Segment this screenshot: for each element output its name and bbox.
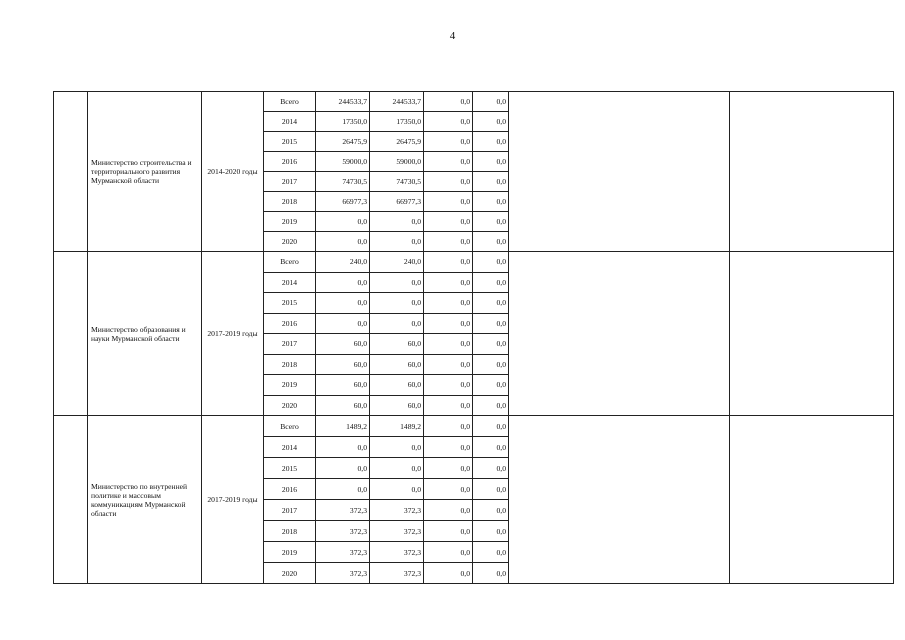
year-cell: Всего <box>264 416 316 437</box>
other-sources-cell: 0,0 <box>473 458 509 479</box>
total-funding-cell: 244533,7 <box>316 92 370 112</box>
year-cell: 2019 <box>264 212 316 232</box>
federal-budget-cell: 0,0 <box>424 152 473 172</box>
period-cell <box>202 416 264 584</box>
other-sources-cell: 0,0 <box>473 152 509 172</box>
total-funding-cell: 60,0 <box>316 334 370 355</box>
federal-budget-cell: 0,0 <box>424 272 473 293</box>
other-sources-cell: 0,0 <box>473 192 509 212</box>
year-cell: 2016 <box>264 313 316 334</box>
regional-budget-cell: 0,0 <box>370 212 424 232</box>
row-number-cell <box>54 416 88 584</box>
other-sources-cell: 0,0 <box>473 375 509 396</box>
year-cell: 2017 <box>264 334 316 355</box>
regional-budget-cell: 244533,7 <box>370 92 424 112</box>
regional-budget-cell: 60,0 <box>370 395 424 416</box>
notes-cell <box>509 92 730 252</box>
year-cell: 2017 <box>264 500 316 521</box>
other-sources-cell: 0,0 <box>473 416 509 437</box>
federal-budget-cell: 0,0 <box>424 500 473 521</box>
period-cell <box>202 92 264 252</box>
regional-budget-cell: 60,0 <box>370 354 424 375</box>
other-sources-cell: 0,0 <box>473 172 509 192</box>
total-funding-cell: 0,0 <box>316 437 370 458</box>
year-cell: 2015 <box>264 458 316 479</box>
year-cell: 2018 <box>264 192 316 212</box>
total-funding-cell: 59000,0 <box>316 152 370 172</box>
regional-budget-cell: 0,0 <box>370 293 424 314</box>
year-cell: Всего <box>264 92 316 112</box>
year-cell: 2020 <box>264 563 316 584</box>
regional-budget-cell: 372,3 <box>370 563 424 584</box>
notes-cell <box>509 252 730 416</box>
other-sources-cell: 0,0 <box>473 112 509 132</box>
total-funding-cell: 0,0 <box>316 212 370 232</box>
regional-budget-cell: 66977,3 <box>370 192 424 212</box>
federal-budget-cell: 0,0 <box>424 375 473 396</box>
total-funding-cell: 1489,2 <box>316 416 370 437</box>
federal-budget-cell: 0,0 <box>424 313 473 334</box>
federal-budget-cell: 0,0 <box>424 232 473 252</box>
year-cell: 2014 <box>264 272 316 293</box>
total-funding-cell: 0,0 <box>316 458 370 479</box>
other-sources-cell: 0,0 <box>473 252 509 273</box>
total-funding-cell: 17350,0 <box>316 112 370 132</box>
row-number-cell <box>54 252 88 416</box>
year-cell: 2014 <box>264 437 316 458</box>
row-number-cell <box>54 92 88 252</box>
total-funding-cell: 60,0 <box>316 375 370 396</box>
year-cell: 2016 <box>264 152 316 172</box>
regional-budget-cell: 60,0 <box>370 334 424 355</box>
other-sources-cell: 0,0 <box>473 395 509 416</box>
federal-budget-cell: 0,0 <box>424 92 473 112</box>
federal-budget-cell: 0,0 <box>424 395 473 416</box>
year-cell: Всего <box>264 252 316 273</box>
other-sources-cell: 0,0 <box>473 500 509 521</box>
year-cell: 2014 <box>264 112 316 132</box>
other-sources-cell: 0,0 <box>473 334 509 355</box>
federal-budget-cell: 0,0 <box>424 252 473 273</box>
other-sources-cell: 0,0 <box>473 212 509 232</box>
notes-cell <box>509 416 730 584</box>
other-sources-cell: 0,0 <box>473 293 509 314</box>
year-cell: 2018 <box>264 521 316 542</box>
federal-budget-cell: 0,0 <box>424 132 473 152</box>
table-row <box>54 92 894 112</box>
total-funding-cell: 0,0 <box>316 479 370 500</box>
regional-budget-cell: 0,0 <box>370 232 424 252</box>
period-text: 2017-2019 годы <box>207 495 258 504</box>
federal-budget-cell: 0,0 <box>424 521 473 542</box>
regional-budget-cell: 0,0 <box>370 437 424 458</box>
executor-cell <box>88 92 202 252</box>
result-cell <box>730 252 894 416</box>
regional-budget-cell: 0,0 <box>370 479 424 500</box>
regional-budget-cell: 0,0 <box>370 458 424 479</box>
regional-budget-cell: 372,3 <box>370 521 424 542</box>
federal-budget-cell: 0,0 <box>424 563 473 584</box>
total-funding-cell: 240,0 <box>316 252 370 273</box>
other-sources-cell: 0,0 <box>473 132 509 152</box>
year-cell: 2020 <box>264 232 316 252</box>
table-row <box>54 416 894 437</box>
total-funding-cell: 0,0 <box>316 272 370 293</box>
total-funding-cell: 0,0 <box>316 313 370 334</box>
federal-budget-cell: 0,0 <box>424 542 473 563</box>
total-funding-cell: 60,0 <box>316 395 370 416</box>
federal-budget-cell: 0,0 <box>424 334 473 355</box>
year-cell: 2019 <box>264 375 316 396</box>
regional-budget-cell: 0,0 <box>370 272 424 293</box>
regional-budget-cell: 60,0 <box>370 375 424 396</box>
federal-budget-cell: 0,0 <box>424 458 473 479</box>
year-cell: 2015 <box>264 132 316 152</box>
year-cell: 2017 <box>264 172 316 192</box>
total-funding-cell: 0,0 <box>316 232 370 252</box>
federal-budget-cell: 0,0 <box>424 112 473 132</box>
federal-budget-cell: 0,0 <box>424 416 473 437</box>
regional-budget-cell: 240,0 <box>370 252 424 273</box>
result-cell <box>730 92 894 252</box>
total-funding-cell: 0,0 <box>316 293 370 314</box>
regional-budget-cell: 26475,9 <box>370 132 424 152</box>
executor-name: Министерство образования и науки Мурманской области <box>91 324 186 343</box>
other-sources-cell: 0,0 <box>473 92 509 112</box>
period-cell <box>202 252 264 416</box>
other-sources-cell: 0,0 <box>473 437 509 458</box>
regional-budget-cell: 0,0 <box>370 313 424 334</box>
year-cell: 2015 <box>264 293 316 314</box>
total-funding-cell: 372,3 <box>316 500 370 521</box>
executor-name: Министерство по внутренней политике и массовым коммуникациям Мурманской области <box>91 481 188 518</box>
result-cell <box>730 416 894 584</box>
period-text: 2017-2019 годы <box>207 329 258 338</box>
other-sources-cell: 0,0 <box>473 479 509 500</box>
other-sources-cell: 0,0 <box>473 232 509 252</box>
year-cell: 2020 <box>264 395 316 416</box>
other-sources-cell: 0,0 <box>473 313 509 334</box>
regional-budget-cell: 74730,5 <box>370 172 424 192</box>
year-cell: 2018 <box>264 354 316 375</box>
total-funding-cell: 372,3 <box>316 521 370 542</box>
total-funding-cell: 372,3 <box>316 563 370 584</box>
regional-budget-cell: 372,3 <box>370 500 424 521</box>
federal-budget-cell: 0,0 <box>424 479 473 500</box>
regional-budget-cell: 17350,0 <box>370 112 424 132</box>
federal-budget-cell: 0,0 <box>424 212 473 232</box>
period-text: 2014-2020 годы <box>207 167 258 176</box>
executor-cell <box>88 416 202 584</box>
other-sources-cell: 0,0 <box>473 272 509 293</box>
regional-budget-cell: 1489,2 <box>370 416 424 437</box>
executor-name: Министерство строительства и территориального развития Мурманской области <box>91 158 192 185</box>
regional-budget-cell: 372,3 <box>370 542 424 563</box>
total-funding-cell: 60,0 <box>316 354 370 375</box>
total-funding-cell: 372,3 <box>316 542 370 563</box>
other-sources-cell: 0,0 <box>473 521 509 542</box>
federal-budget-cell: 0,0 <box>424 293 473 314</box>
federal-budget-cell: 0,0 <box>424 354 473 375</box>
federal-budget-cell: 0,0 <box>424 192 473 212</box>
budget-table-body <box>54 92 894 584</box>
total-funding-cell: 26475,9 <box>316 132 370 152</box>
federal-budget-cell: 0,0 <box>424 437 473 458</box>
total-funding-cell: 66977,3 <box>316 192 370 212</box>
other-sources-cell: 0,0 <box>473 354 509 375</box>
total-funding-cell: 74730,5 <box>316 172 370 192</box>
other-sources-cell: 0,0 <box>473 563 509 584</box>
regional-budget-cell: 59000,0 <box>370 152 424 172</box>
budget-table <box>53 91 894 584</box>
year-cell: 2016 <box>264 479 316 500</box>
executor-cell <box>88 252 202 416</box>
year-cell: 2019 <box>264 542 316 563</box>
other-sources-cell: 0,0 <box>473 542 509 563</box>
table-row <box>54 252 894 273</box>
page-number: 4 <box>449 30 456 42</box>
federal-budget-cell: 0,0 <box>424 172 473 192</box>
